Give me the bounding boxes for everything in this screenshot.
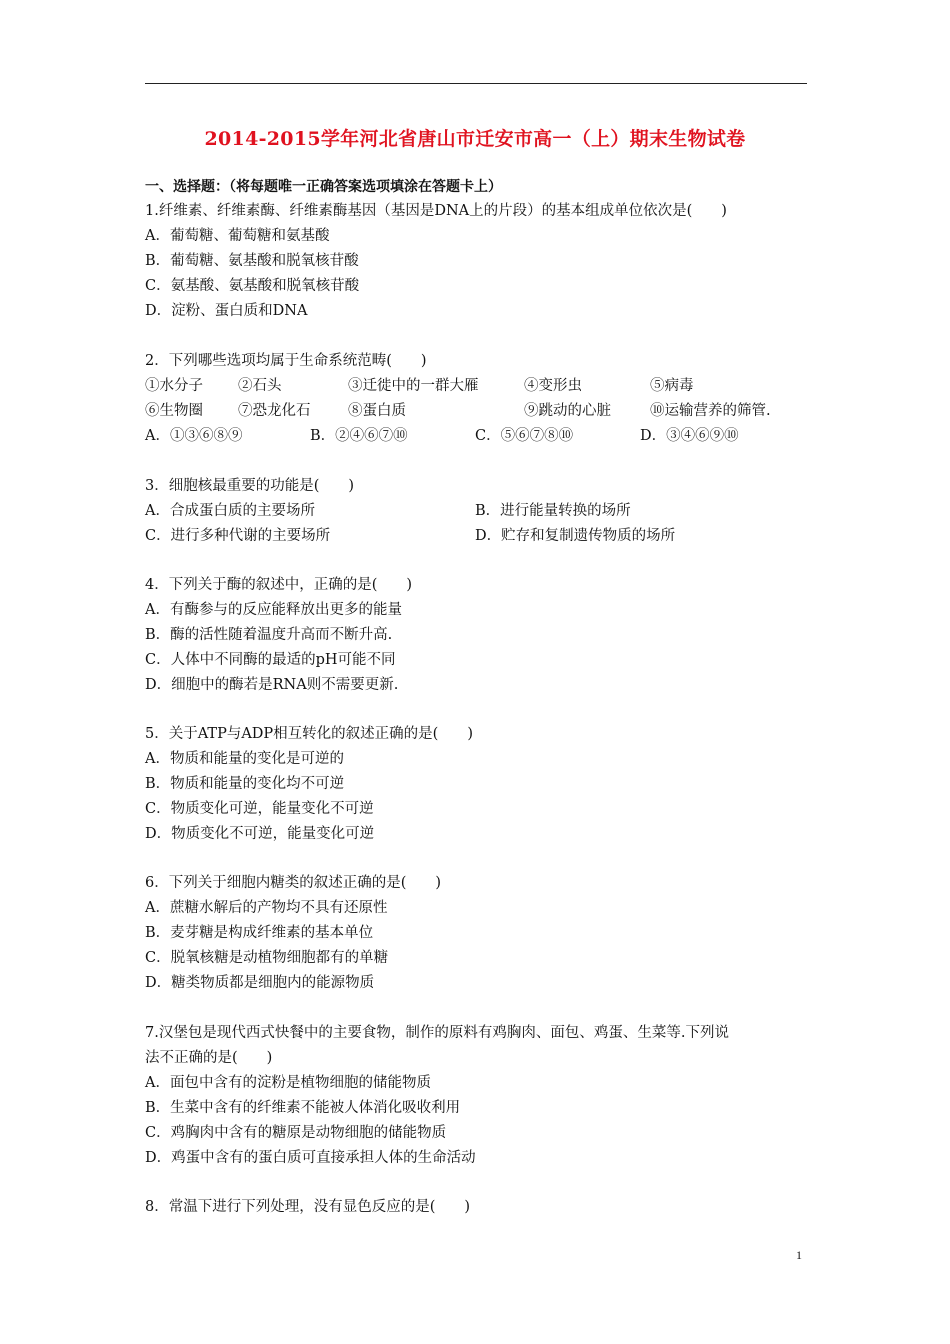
question-4-option-c: C．人体中不同酶的最适的pH可能不同	[145, 652, 396, 668]
question-6-option-d: D．糖类物质都是细胞内的能源物质	[145, 975, 375, 991]
question-2-item: ③迁徙中的一群大雁	[348, 378, 479, 394]
question-7-option-d: D．鸡蛋中含有的蛋白质可直接承担人体的生命活动	[145, 1150, 476, 1166]
question-6-stem: 6．下列关于细胞内糖类的叙述正确的是( )	[145, 875, 442, 891]
question-5-option-c: C．物质变化可逆，能量变化不可逆	[145, 801, 374, 817]
question-7-option-a: A．面包中含有的淀粉是植物细胞的储能物质	[145, 1075, 431, 1091]
question-1-option-c: C．氨基酸、氨基酸和脱氧核苷酸	[145, 278, 360, 294]
question-2-item: ⑨跳动的心脏	[524, 403, 611, 419]
question-2-item: ②石头	[238, 378, 282, 394]
question-3-option-d: D．贮存和复制遗传物质的场所	[475, 528, 676, 544]
question-3-option-a: A．合成蛋白质的主要场所	[145, 503, 315, 519]
question-4-option-d: D．细胞中的酶若是RNA则不需要更新.	[145, 677, 399, 693]
header-rule	[145, 83, 807, 84]
question-2-item: ⑤病毒	[650, 378, 694, 394]
question-7-option-b: B．生菜中含有的纤维素不能被人体消化吸收利用	[145, 1100, 461, 1116]
question-1-option-d: D．淀粉、蛋白质和DNA	[145, 303, 308, 319]
question-6-option-a: A．蔗糖水解后的产物均不具有还原性	[145, 900, 388, 916]
question-4-option-a: A．有酶参与的反应能释放出更多的能量	[145, 602, 402, 618]
question-3-option-b: B．进行能量转换的场所	[475, 503, 631, 519]
question-4-option-b: B．酶的活性随着温度升高而不断升高.	[145, 627, 393, 643]
question-3-option-c: C．进行多种代谢的主要场所	[145, 528, 331, 544]
question-5-option-b: B．物质和能量的变化均不可逆	[145, 776, 345, 792]
question-4-stem: 4．下列关于酶的叙述中，正确的是( )	[145, 577, 413, 593]
section-heading: 一、选择题：（将每题唯一正确答案选项填涂在答题卡上）	[145, 179, 502, 195]
question-2-stem: 2．下列哪些选项均属于生命系统范畴( )	[145, 353, 427, 369]
question-7-stem-line1: 7.汉堡包是现代西式快餐中的主要食物，制作的原料有鸡胸肉、面包、鸡蛋、生菜等.下列说	[145, 1025, 729, 1041]
page-number: 1	[796, 1248, 802, 1262]
question-1-option-b: B．葡萄糖、氨基酸和脱氧核苷酸	[145, 253, 359, 269]
question-1-option-a: A．葡萄糖、葡萄糖和氨基酸	[145, 228, 330, 244]
question-8-stem: 8．常温下进行下列处理，没有显色反应的是( )	[145, 1199, 471, 1215]
question-1-stem: 1.纤维素、纤维素酶、纤维素酶基因（基因是DNA上的片段）的基本组成单位依次是( )	[145, 203, 727, 219]
question-2-item: ①水分子	[145, 378, 203, 394]
question-5-option-a: A．物质和能量的变化是可逆的	[145, 751, 344, 767]
question-2-item: ⑦恐龙化石	[238, 403, 311, 419]
question-2-item: ⑥生物圈	[145, 403, 203, 419]
question-3-stem: 3．细胞核最重要的功能是( )	[145, 478, 355, 494]
question-2-option-d: D．③④⑥⑨⑩	[640, 428, 739, 444]
question-2-item: ⑩运输营养的筛管.	[650, 403, 771, 419]
question-7-stem-line2: 法不正确的是( )	[145, 1050, 273, 1066]
question-5-option-d: D．物质变化不可逆，能量变化可逆	[145, 826, 375, 842]
question-2-item: ④变形虫	[524, 378, 582, 394]
question-6-option-b: B．麦芽糖是构成纤维素的基本单位	[145, 925, 374, 941]
question-2-item: ⑧蛋白质	[348, 403, 406, 419]
question-2-option-b: B．②④⑥⑦⑩	[310, 428, 408, 444]
question-7-option-c: C．鸡胸肉中含有的糖原是动物细胞的储能物质	[145, 1125, 447, 1141]
question-6-option-c: C．脱氧核糖是动植物细胞都有的单糖	[145, 950, 389, 966]
question-5-stem: 5．关于ATP与ADP相互转化的叙述正确的是( )	[145, 726, 473, 742]
page-title: 2014-2015学年河北省唐山市迁安市高一（上）期末生物试卷	[204, 128, 746, 150]
question-2-option-a: A．①③⑥⑧⑨	[145, 428, 243, 444]
question-2-option-c: C．⑤⑥⑦⑧⑩	[475, 428, 574, 444]
